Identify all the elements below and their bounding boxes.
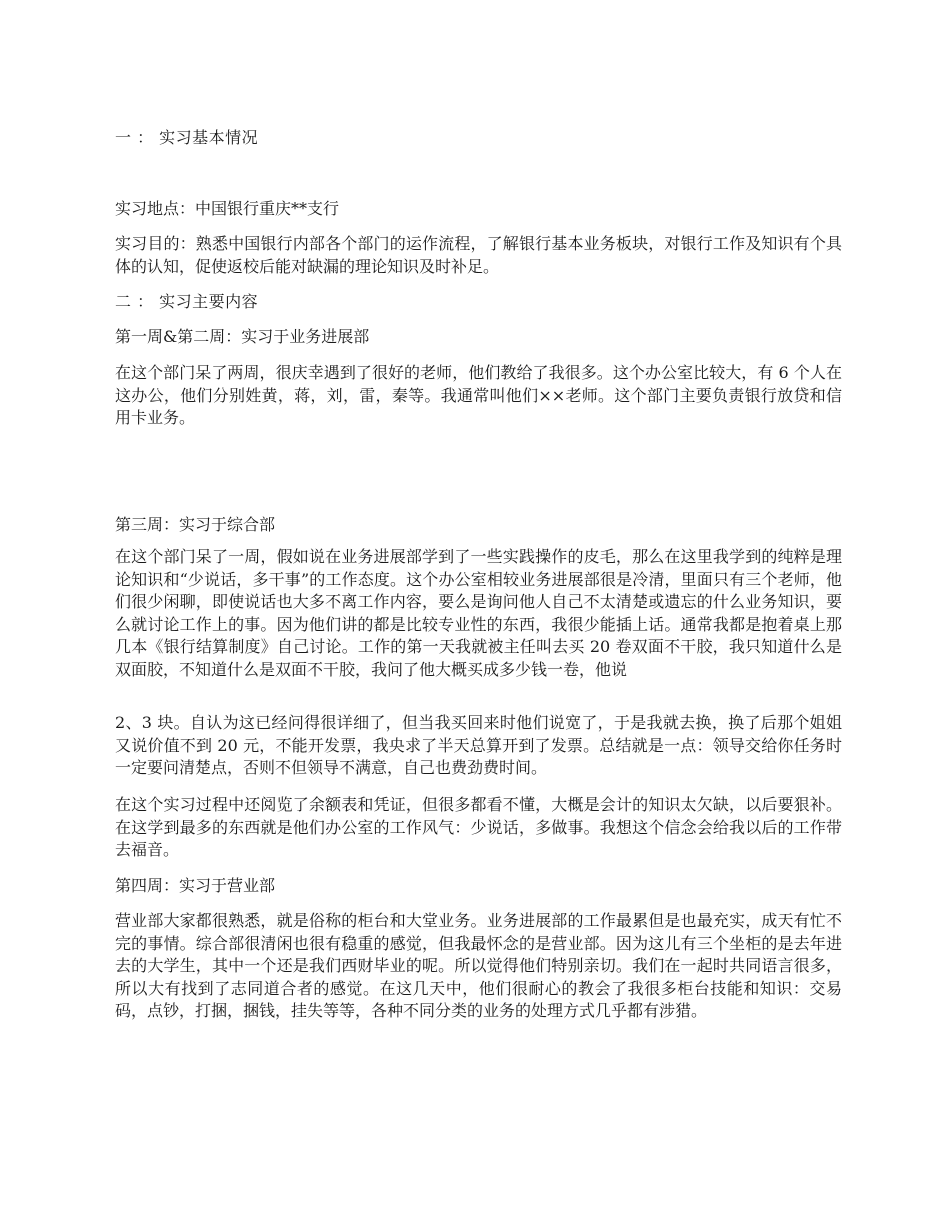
section2-heading: 二 ： 实习主要内容	[115, 292, 259, 311]
purpose-paragraph: 实习目的：熟悉中国银行内部各个部门的运作流程，了解银行基本业务板块，对银行工作及知识有个具体的认知，促使返校后能对缺漏的理论知识及时补足。	[115, 234, 842, 276]
week3-paragraph-2: 2、3 块。自认为这已经问得很详细了，但当我买回来时他们说宽了，于是我就去换，换了后那个姐姐又说价值不到 20 元，不能开发票，我央求了半天总算开到了发票。总结就是一点：领导交给你任务时一定要问清楚点，否则不但领导不满意，自己也费劲费时间。	[115, 713, 842, 778]
week4-heading: 第四周：实习于营业部	[115, 876, 276, 895]
section1-heading: 一 ： 实习基本情况	[115, 128, 259, 147]
week12-heading: 第一周&第二周：实习于业务进展部	[115, 327, 370, 346]
week3-paragraph-3: 在这个实习过程中还阅览了余额表和凭证，但很多都看不懂，大概是会计的知识太欠缺，以后要狠补。在这学到最多的东西就是他们办公室的工作风气：少说话，多做事。我想这个信念会给我以后的工作带去福音。	[115, 795, 842, 860]
week12-paragraph: 在这个部门呆了两周，很庆幸遇到了很好的老师，他们教给了我很多。这个办公室比较大，有 6 个人在这办公，他们分别姓黄，蒋，刘，雷，秦等。我通常叫他们××老师。这个部门主要负责银行放贷和信用卡业务。	[115, 363, 842, 428]
location-paragraph: 实习地点：中国银行重庆**支行	[115, 199, 340, 218]
week3-heading: 第三周：实习于综合部	[115, 515, 276, 534]
week4-paragraph: 营业部大家都很熟悉，就是俗称的柜台和大堂业务。业务进展部的工作最累但是也最充实，成天有忙不完的事情。综合部很清闲也很有稳重的感觉，但我最怀念的是营业部。因为这儿有三个坐柜的是去年进去的大学生，其中一个还是我们西财毕业的呢。所以觉得他们特别亲切。我们在一起时共同语言很多，所以大有找到了志同道合者的感觉。在这几天中，他们很耐心的教会了我很多柜台技能和知识：交易码，点钞，打捆，捆钱，挂失等等，各种不同分类的业务的处理方式几乎都有涉猎。	[115, 911, 842, 1021]
week3-paragraph-1: 在这个部门呆了一周，假如说在业务进展部学到了一些实践操作的皮毛，那么在这里我学到的纯粹是理论知识和“少说话，多干事”的工作态度。这个办公室相较业务进展部很是冷清，里面只有三个老师，他们很少闲聊，即使说话也大多不离工作内容，要么是询问他人自己不太清楚或遗忘的什么业务知识，要么就讨论工作上的事。因为他们讲的都是比较专业性的东西，我很少能插上话。通常我都是抱着桌上那几本《银行结算制度》自己讨论。工作的第一天我就被主任叫去买 20 卷双面不干胶，我只知道什么是双面胶，不知道什么是双面不干胶，我问了他大概买成多少钱一卷，他说	[115, 547, 842, 679]
